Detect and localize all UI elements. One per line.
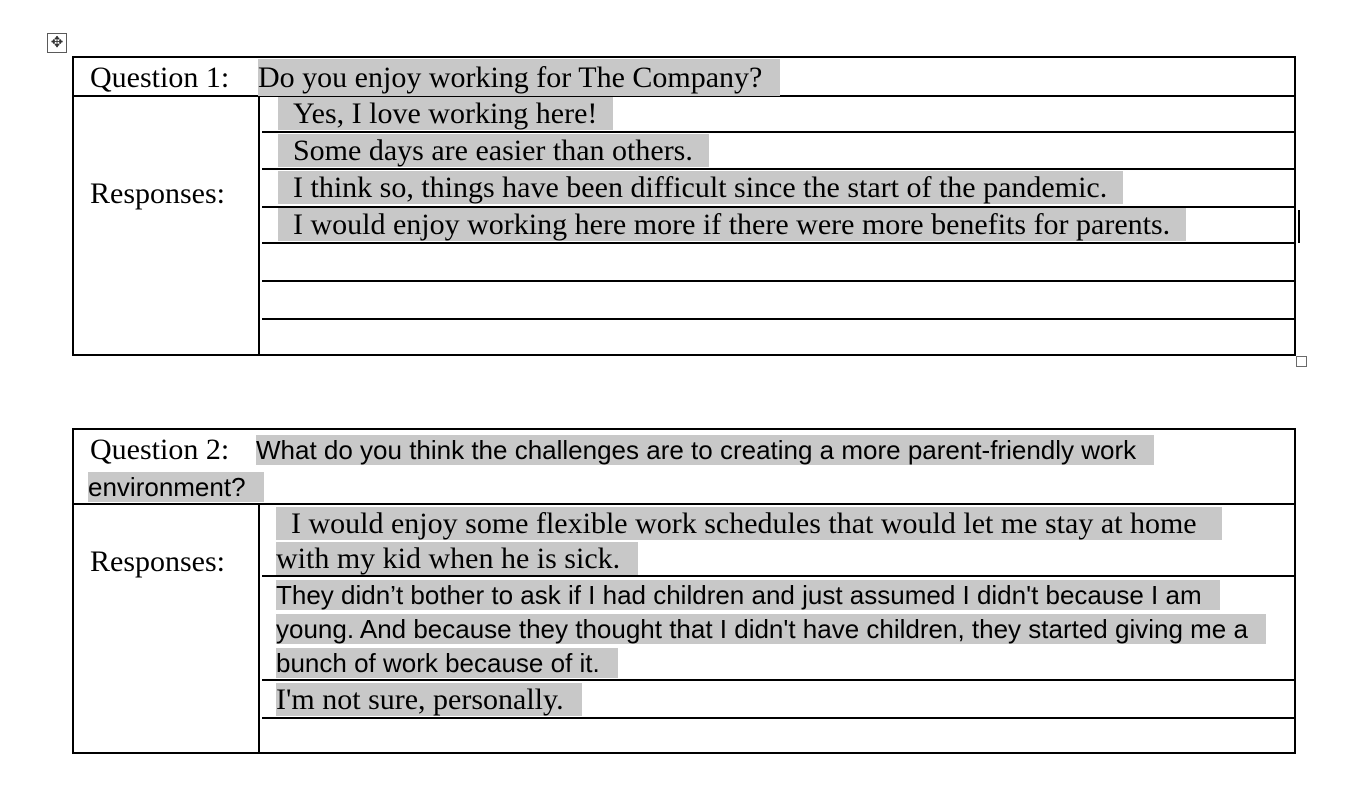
response-cell[interactable]: [262, 505, 1294, 577]
response-text[interactable]: They didn’t bother to ask if I had children and just assumed I didn't because I am young. And because they thought that I didn't have children, they started giving me a bunch of work because of it.: [276, 580, 1266, 678]
responses-label-cell: [74, 97, 260, 354]
table-move-handle-icon[interactable]: ✥: [47, 33, 67, 53]
responses-label: Responses:: [90, 545, 225, 578]
response-text[interactable]: Yes, I love working here!: [278, 97, 613, 130]
question-2-table: [72, 428, 1296, 754]
response-cell[interactable]: [262, 208, 1294, 244]
response-cell[interactable]: [262, 577, 1294, 681]
response-text[interactable]: I think so, things have been difficult since the start of the pandemic.: [278, 171, 1123, 204]
question-1-label: Question 1:: [90, 61, 230, 94]
question-1-row: [74, 58, 1294, 97]
response-text[interactable]: I would enjoy some flexible work schedules that would let me stay at home with my kid when he is sick.: [276, 507, 1222, 575]
responses-label-cell: [74, 505, 260, 752]
empty-response-cell[interactable]: [262, 719, 1294, 752]
response-text[interactable]: I would enjoy working here more if there were more benefits for parents.: [278, 208, 1186, 241]
response-cell[interactable]: [262, 681, 1294, 719]
response-text[interactable]: I'm not sure, personally.: [276, 683, 582, 716]
response-cell[interactable]: [262, 170, 1294, 208]
question-2-text-block[interactable]: [88, 432, 1268, 506]
empty-response-cell[interactable]: [262, 244, 1294, 282]
response-text[interactable]: Some days are easier than others.: [278, 134, 709, 167]
question-2-label: Question 2:: [90, 433, 230, 466]
empty-response-cell[interactable]: [262, 282, 1294, 320]
response-cell[interactable]: [262, 97, 1294, 133]
question-2-text[interactable]: What do you think the challenges are to creating a more parent-friendly work environment?: [88, 435, 1154, 502]
question-1-table: [72, 56, 1296, 356]
question-1-text[interactable]: Do you enjoy working for The Company?: [258, 59, 780, 96]
table-resize-handle-icon[interactable]: [1296, 356, 1307, 367]
text-cursor: [1298, 210, 1300, 243]
question-2-row: [74, 430, 1294, 505]
responses-label: Responses:: [90, 177, 225, 210]
empty-response-cell[interactable]: [262, 320, 1294, 354]
response-cell[interactable]: [262, 133, 1294, 170]
